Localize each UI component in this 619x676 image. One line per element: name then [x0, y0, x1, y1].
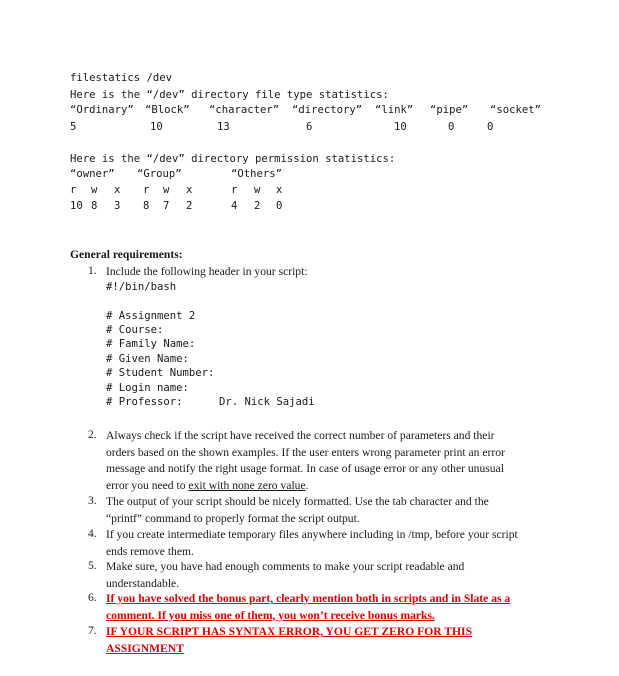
perm-letter: x — [114, 184, 121, 196]
perm-value: 8 — [143, 200, 150, 212]
perm-value: 0 — [276, 200, 283, 212]
item-line-text: . — [305, 478, 309, 492]
type-value-link: 10 — [394, 121, 407, 133]
professor-name: Dr. Nick Sajadi — [219, 396, 315, 408]
item-number: 2. — [88, 428, 97, 441]
bonus-warning-line: comment. If you miss one of them, you won’t receive bonus marks. — [106, 608, 435, 622]
perm-value: 7 — [163, 200, 170, 212]
header-line: # Course: — [106, 324, 164, 336]
type-stats-heading: Here is the “/dev” directory file type statistics: — [70, 89, 389, 101]
header-line: # Given Name: — [106, 353, 189, 365]
type-label-directory: “directory” — [292, 104, 363, 116]
perm-letter: r — [231, 184, 238, 196]
perm-letter: r — [70, 184, 77, 196]
item-number: 1. — [88, 264, 97, 277]
professor-label: # Professor: — [106, 396, 183, 408]
type-labels-row — [0, 104, 619, 118]
requirement-item-2 — [88, 428, 558, 494]
requirement-item-4 — [88, 527, 558, 560]
item-text: Include the following header in your script: — [106, 265, 308, 278]
type-label-ordinary: “Ordinary” — [70, 104, 134, 116]
perm-letters-row — [0, 184, 619, 198]
requirement-item-5 — [88, 559, 558, 592]
item-line: Make sure, you have had enough comments to make your script readable and — [106, 560, 465, 573]
requirement-item-7 — [88, 624, 558, 657]
header-line: # Assignment 2 — [106, 310, 196, 322]
header-line: # Family Name: — [106, 338, 196, 350]
item-number: 7. — [88, 624, 97, 637]
type-label-character: “character” — [209, 104, 280, 116]
type-value-pipe: 0 — [448, 121, 455, 133]
bonus-warning-line: If you have solved the bonus part, clearly mention both in scripts and in Slate as a — [106, 592, 511, 605]
perm-stats-heading: Here is the “/dev” directory permission statistics: — [70, 153, 396, 165]
type-value-character: 13 — [217, 121, 230, 133]
item-line: orders based on the shown examples. If the user enters wrong parameter print an error — [106, 445, 505, 459]
requirement-item-1 — [88, 264, 558, 414]
syntax-error-warning-line: IF YOUR SCRIPT HAS SYNTAX ERROR, YOU GET ZERO FOR THIS — [106, 625, 473, 638]
item-line: Always check if the script have received the correct number of parameters and their — [106, 429, 495, 442]
perm-letter: r — [143, 184, 150, 196]
perm-values-row — [0, 200, 619, 214]
item-number: 6. — [88, 591, 97, 604]
type-value-directory: 6 — [306, 121, 313, 133]
item-number: 3. — [88, 494, 97, 507]
perm-letter: w — [91, 184, 98, 196]
item-line: ends remove them. — [106, 544, 194, 558]
item-line — [106, 478, 558, 495]
item-line: message and notify the right usage format. In case of usage error or any other unusual — [106, 462, 504, 475]
perm-groups-row — [0, 168, 619, 182]
type-values-row — [0, 121, 619, 135]
perm-letter: w — [163, 184, 170, 196]
item-line: The output of your script should be nicely formatted. Use the tab character and the — [106, 495, 489, 508]
syntax-error-warning-line: ASSIGNMENT — [106, 641, 184, 655]
item-line: “printf” command to properly format the script output. — [106, 511, 360, 525]
header-line: # Student Number: — [106, 367, 215, 379]
shebang-line: #!/bin/bash — [106, 281, 177, 293]
perm-value: 4 — [231, 200, 238, 212]
item-line: understandable. — [106, 576, 180, 590]
perm-group-others: “Others” — [231, 168, 283, 180]
item-number: 4. — [88, 527, 97, 540]
perm-value: 2 — [186, 200, 193, 212]
type-value-ordinary: 5 — [70, 121, 77, 133]
header-line: # Login name: — [106, 382, 189, 394]
perm-value: 10 — [70, 200, 83, 212]
example-command: filestatics /dev — [70, 72, 173, 84]
requirement-item-3 — [88, 494, 558, 527]
type-label-pipe: “pipe” — [430, 104, 469, 116]
type-label-link: “link” — [375, 104, 414, 116]
perm-letter: w — [254, 184, 261, 196]
perm-letter: x — [276, 184, 283, 196]
perm-value: 3 — [114, 200, 121, 212]
type-label-socket: “socket” — [490, 104, 542, 116]
requirement-item-6 — [88, 591, 558, 624]
exit-nonzero-emphasis: exit with none zero value — [188, 478, 306, 492]
item-line-text: error you need to — [106, 478, 189, 492]
type-value-socket: 0 — [487, 121, 494, 133]
item-line: If you create intermediate temporary files anywhere including in /tmp, before your script — [106, 528, 518, 541]
type-value-block: 10 — [150, 121, 163, 133]
type-label-block: “Block” — [145, 104, 190, 116]
perm-letter: x — [186, 184, 193, 196]
perm-group-group: “Group” — [137, 168, 182, 180]
item-number: 5. — [88, 559, 97, 572]
perm-value: 2 — [254, 200, 261, 212]
perm-group-owner: “owner” — [70, 168, 115, 180]
requirements-heading: General requirements: — [70, 248, 183, 261]
perm-value: 8 — [91, 200, 98, 212]
